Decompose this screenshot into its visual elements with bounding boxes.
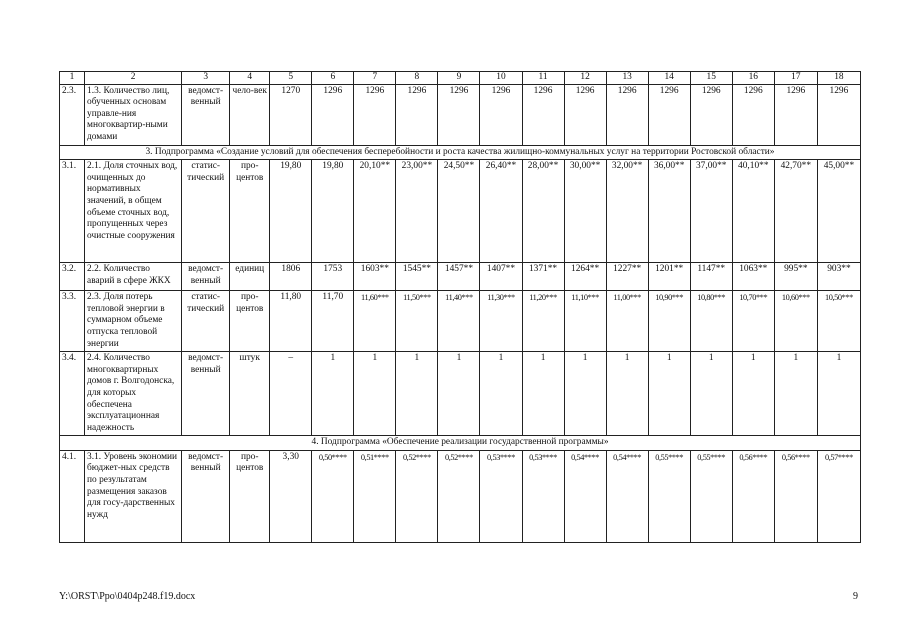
value-cell: 1: [732, 352, 774, 436]
value-cell: 19,80: [270, 160, 312, 263]
value-cell: 1806: [270, 263, 312, 291]
value-cell: 1: [817, 352, 860, 436]
indicator-name: 2.2. Количество аварий в сфере ЖКХ: [85, 263, 182, 291]
unit: чело-век: [230, 84, 270, 145]
column-number: 18: [817, 72, 860, 85]
value-cell: 1603**: [354, 263, 396, 291]
value-cell: 11,00***: [606, 291, 648, 352]
indicator-row: [60, 160, 861, 263]
column-number: 11: [522, 72, 564, 85]
value-cell: 0,57****: [817, 450, 860, 542]
value-cell: 1296: [522, 84, 564, 145]
value-cell: 0,52****: [396, 450, 438, 542]
value-cell: 995**: [774, 263, 817, 291]
value-cell: 0,53****: [522, 450, 564, 542]
value-cell: 11,40***: [438, 291, 480, 352]
value-cell: 10,50***: [817, 291, 860, 352]
value-cell: 11,10***: [564, 291, 606, 352]
column-number: 6: [312, 72, 354, 85]
value-cell: 11,30***: [480, 291, 522, 352]
value-cell: 1296: [354, 84, 396, 145]
value-cell: 28,00**: [522, 160, 564, 263]
value-cell: 1: [690, 352, 732, 436]
unit: про-центов: [230, 160, 270, 263]
value-cell: 32,00**: [606, 160, 648, 263]
data-source: статис-тический: [182, 160, 230, 263]
value-cell: 37,00**: [690, 160, 732, 263]
indicator-name: 3.1. Уровень экономии бюджет-ных средств по результатам размещения заказов для госу-дарственных нужд: [85, 450, 182, 542]
value-cell: 1264**: [564, 263, 606, 291]
value-cell: 1407**: [480, 263, 522, 291]
value-cell: 10,60***: [774, 291, 817, 352]
value-cell: 1296: [480, 84, 522, 145]
value-cell: 1: [648, 352, 690, 436]
data-source: ведомст-венный: [182, 263, 230, 291]
unit: единиц: [230, 263, 270, 291]
indicators-table: [59, 71, 861, 543]
value-cell: 0,53****: [480, 450, 522, 542]
value-cell: 1296: [396, 84, 438, 145]
value-cell: 903**: [817, 263, 860, 291]
value-cell: 1: [354, 352, 396, 436]
value-cell: 45,00**: [817, 160, 860, 263]
value-cell: 11,60***: [354, 291, 396, 352]
value-cell: 1371**: [522, 263, 564, 291]
data-source: ведомст-венный: [182, 450, 230, 542]
column-number: 16: [732, 72, 774, 85]
value-cell: 1296: [648, 84, 690, 145]
unit: про-центов: [230, 450, 270, 542]
value-cell: 1270: [270, 84, 312, 145]
indicator-row: [60, 450, 861, 542]
row-number: 3.2.: [60, 263, 85, 291]
value-cell: 11,50***: [396, 291, 438, 352]
footer-file-path: Y:\ORST\Ppo\0404p248.f19.docx: [59, 591, 196, 602]
value-cell: 1457**: [438, 263, 480, 291]
value-cell: 11,70: [312, 291, 354, 352]
value-cell: 1296: [438, 84, 480, 145]
column-number: 8: [396, 72, 438, 85]
value-cell: 26,40**: [480, 160, 522, 263]
value-cell: 11,20***: [522, 291, 564, 352]
row-number: 3.4.: [60, 352, 85, 436]
value-cell: 0,52****: [438, 450, 480, 542]
column-number: 9: [438, 72, 480, 85]
unit: про-центов: [230, 291, 270, 352]
value-cell: 10,80***: [690, 291, 732, 352]
value-cell: 0,55****: [690, 450, 732, 542]
indicator-name: 2.1. Доля сточных вод, очищенных до нормативных значений, в общем объеме сточных вод, пропущенных через очистные сооружения: [85, 160, 182, 263]
value-cell: 20,10**: [354, 160, 396, 263]
row-number: 3.3.: [60, 291, 85, 352]
value-cell: 10,70***: [732, 291, 774, 352]
value-cell: 36,00**: [648, 160, 690, 263]
column-number: 7: [354, 72, 396, 85]
column-number: 4: [230, 72, 270, 85]
value-cell: 1545**: [396, 263, 438, 291]
value-cell: 1: [396, 352, 438, 436]
value-cell: 42,70**: [774, 160, 817, 263]
page-number: 9: [853, 591, 858, 602]
value-cell: 30,00**: [564, 160, 606, 263]
column-number: 13: [606, 72, 648, 85]
column-number: 2: [85, 72, 182, 85]
row-number: 3.1.: [60, 160, 85, 263]
indicator-name: 2.4. Количество многоквартирных домов г. Волгодонска, для которых обеспечена эксплуатационная надежность: [85, 352, 182, 436]
column-number: 15: [690, 72, 732, 85]
value-cell: 40,10**: [732, 160, 774, 263]
value-cell: 1: [564, 352, 606, 436]
indicator-row: [60, 352, 861, 436]
column-number: 10: [480, 72, 522, 85]
unit: штук: [230, 352, 270, 436]
value-cell: 11,80: [270, 291, 312, 352]
column-number: 3: [182, 72, 230, 85]
value-cell: 1296: [606, 84, 648, 145]
data-source: ведомст-венный: [182, 352, 230, 436]
value-cell: 23,00**: [396, 160, 438, 263]
value-cell: 0,54****: [564, 450, 606, 542]
subprogram-heading: 4. Подпрограмма «Обеспечение реализации государственной программы»: [60, 436, 861, 451]
indicator-row: [60, 291, 861, 352]
column-number-row: [60, 72, 861, 85]
row-number: 2.3.: [60, 84, 85, 145]
value-cell: 1: [774, 352, 817, 436]
value-cell: 1227**: [606, 263, 648, 291]
value-cell: 1: [522, 352, 564, 436]
data-source: статис-тический: [182, 291, 230, 352]
value-cell: 1: [438, 352, 480, 436]
value-cell: 10,90***: [648, 291, 690, 352]
value-cell: 0,56****: [774, 450, 817, 542]
value-cell: 1753: [312, 263, 354, 291]
value-cell: 1296: [732, 84, 774, 145]
value-cell: 1063**: [732, 263, 774, 291]
data-source: ведомст-венный: [182, 84, 230, 145]
row-number: 4.1.: [60, 450, 85, 542]
value-cell: 0,56****: [732, 450, 774, 542]
value-cell: 24,50**: [438, 160, 480, 263]
value-cell: 0,51****: [354, 450, 396, 542]
value-cell: –: [270, 352, 312, 436]
subprogram-heading: 3. Подпрограмма «Создание условий для обеспечения бесперебойности и роста качества жилищно-коммунальных услуг на территории Ростовской области»: [60, 145, 861, 160]
indicator-name: 1.3. Количество лиц, обученных основам управле-ния многоквартир-ными домами: [85, 84, 182, 145]
value-cell: 0,50****: [312, 450, 354, 542]
value-cell: 19,80: [312, 160, 354, 263]
indicator-row: [60, 84, 861, 145]
column-number: 17: [774, 72, 817, 85]
indicator-name: 2.3. Доля потерь тепловой энергии в суммарном объеме отпуска тепловой энергии: [85, 291, 182, 352]
value-cell: 1296: [774, 84, 817, 145]
value-cell: 0,54****: [606, 450, 648, 542]
value-cell: 1147**: [690, 263, 732, 291]
value-cell: 1: [606, 352, 648, 436]
value-cell: 1: [480, 352, 522, 436]
indicator-row: [60, 263, 861, 291]
value-cell: 1296: [690, 84, 732, 145]
value-cell: 1296: [312, 84, 354, 145]
subprogram-heading-row: [60, 436, 861, 451]
value-cell: 3,30: [270, 450, 312, 542]
subprogram-heading-row: [60, 145, 861, 160]
column-number: 5: [270, 72, 312, 85]
column-number: 1: [60, 72, 85, 85]
value-cell: 0,55****: [648, 450, 690, 542]
value-cell: 1296: [817, 84, 860, 145]
column-number: 14: [648, 72, 690, 85]
value-cell: 1201**: [648, 263, 690, 291]
value-cell: 1: [312, 352, 354, 436]
value-cell: 1296: [564, 84, 606, 145]
column-number: 12: [564, 72, 606, 85]
